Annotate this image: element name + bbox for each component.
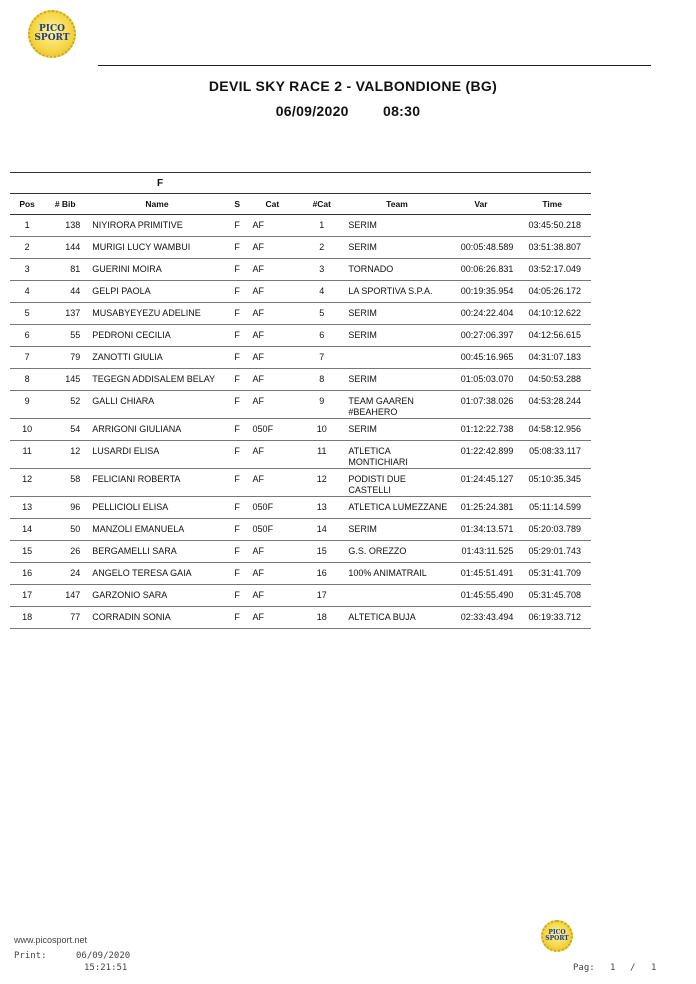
result-row [10,441,591,469]
cell-team: SERIM [345,325,448,347]
cell-cat-rank: 4 [298,281,345,303]
cell-pos: 4 [10,281,44,303]
cell-team: ATLETICA LUMEZZANE [345,497,448,519]
cell-team: ALTETICA BUJA [345,607,448,629]
cell-cat-rank: 14 [298,519,345,541]
category-group-label: F [86,173,228,194]
results-body [10,215,591,629]
picosport-logo-footer [541,920,573,952]
cell-cat: AF [247,585,299,607]
cell-time: 04:12:56.615 [513,325,591,347]
cell-sex: F [228,497,247,519]
cell-cat-rank: 2 [298,237,345,259]
cell-time: 05:08:33.117 [513,441,591,469]
cell-cat-rank: 3 [298,259,345,281]
cell-var: 01:05:03.070 [449,369,514,391]
cell-sex: F [228,325,247,347]
cell-pos: 5 [10,303,44,325]
column-header-row [10,194,591,215]
result-row [10,519,591,541]
cell-bib: 12 [44,441,86,469]
print-time: 15:21:51 [84,963,128,973]
cell-pos: 15 [10,541,44,563]
cell-name: PELLICIOLI ELISA [86,497,228,519]
result-row [10,585,591,607]
cell-cat-rank: 11 [298,441,345,469]
cell-pos: 3 [10,259,44,281]
cell-var: 01:45:55.490 [449,585,514,607]
cell-sex: F [228,259,247,281]
cell-var: 01:12:22.738 [449,419,514,441]
cell-var: 01:25:24.381 [449,497,514,519]
cell-bib: 24 [44,563,86,585]
cell-cat-rank: 16 [298,563,345,585]
cell-sex: F [228,419,247,441]
cell-pos: 10 [10,419,44,441]
cell-time: 05:11:14.599 [513,497,591,519]
cell-team: 100% ANIMATRAIL [345,563,448,585]
cell-bib: 50 [44,519,86,541]
cell-cat: AF [247,259,299,281]
cell-team: SERIM [345,215,448,237]
cell-name: TEGEGN ADDISALEM BELAY [86,369,228,391]
cell-sex: F [228,607,247,629]
cell-cat: 050F [247,519,299,541]
cell-team: TORNADO [345,259,448,281]
result-row [10,563,591,585]
col-header-cat-rank: #Cat [298,194,345,215]
cell-pos: 14 [10,519,44,541]
cell-time: 04:10:12.622 [513,303,591,325]
cell-name: FELICIANI ROBERTA [86,469,228,497]
cell-sex: F [228,585,247,607]
cell-bib: 44 [44,281,86,303]
cell-cat: AF [247,325,299,347]
cell-cat-rank: 18 [298,607,345,629]
cell-var: 01:24:45.127 [449,469,514,497]
cell-pos: 2 [10,237,44,259]
race-title: DEVIL SKY RACE 2 - VALBONDIONE (BG) [208,78,498,94]
cell-cat: 050F [247,419,299,441]
cell-sex: F [228,391,247,419]
cell-var: 01:43:11.525 [449,541,514,563]
cell-time: 04:31:07.183 [513,347,591,369]
cell-cat: AF [247,215,299,237]
cell-team: SERIM [345,419,448,441]
result-row [10,325,591,347]
cell-var: 00:24:22.404 [449,303,514,325]
cell-sex: F [228,281,247,303]
cell-var: 01:07:38.026 [449,391,514,419]
cell-sex: F [228,563,247,585]
cell-sex: F [228,237,247,259]
result-row [10,259,591,281]
cell-team: SERIM [345,369,448,391]
cell-cat: AF [247,281,299,303]
cell-name: PEDRONI CECILIA [86,325,228,347]
cell-var: 00:05:48.589 [449,237,514,259]
result-row [10,469,591,497]
cell-pos: 7 [10,347,44,369]
logo-text-line1: PICO [39,24,65,34]
cell-name: CORRADIN SONIA [86,607,228,629]
result-row [10,607,591,629]
cell-name: GUERINI MOIRA [86,259,228,281]
cell-time: 05:20:03.789 [513,519,591,541]
cell-sex: F [228,541,247,563]
logo-text-line2: SPORT [34,33,70,43]
cell-team: SERIM [345,519,448,541]
race-date: 06/09/2020 [275,103,349,119]
result-row [10,347,591,369]
cell-time: 05:10:35.345 [513,469,591,497]
cell-time: 04:58:12.956 [513,419,591,441]
cell-name: ZANOTTI GIULIA [86,347,228,369]
col-header-name: Name [86,194,228,215]
result-row [10,369,591,391]
cell-var: 00:45:16.965 [449,347,514,369]
cell-cat-rank: 12 [298,469,345,497]
cell-bib: 55 [44,325,86,347]
cell-pos: 9 [10,391,44,419]
cell-cat: 050F [247,497,299,519]
cell-name: GELPI PAOLA [86,281,228,303]
cell-bib: 79 [44,347,86,369]
cell-cat: AF [247,369,299,391]
col-header-pos: Pos [10,194,44,215]
cell-cat: AF [247,303,299,325]
cell-cat: AF [247,541,299,563]
page-current: 1 [610,963,616,973]
cell-cat-rank: 15 [298,541,345,563]
col-header-var: Var [449,194,514,215]
cell-bib: 26 [44,541,86,563]
col-header-cat: Cat [247,194,299,215]
cell-var: 00:19:35.954 [449,281,514,303]
result-row [10,419,591,441]
cell-time: 04:05:26.172 [513,281,591,303]
cell-time: 05:29:01.743 [513,541,591,563]
cell-cat-rank: 13 [298,497,345,519]
cell-name: NIYIRORA PRIMITIVE [86,215,228,237]
cell-cat: AF [247,237,299,259]
print-date: 06/09/2020 [76,951,131,961]
cell-cat: AF [247,347,299,369]
website-link[interactable]: www.picosport.net [14,935,88,945]
cell-name: BERGAMELLI SARA [86,541,228,563]
cell-bib: 52 [44,391,86,419]
cell-bib: 144 [44,237,86,259]
cell-team [345,585,448,607]
cell-cat: AF [247,469,299,497]
cell-var: 01:34:13.571 [449,519,514,541]
cell-pos: 1 [10,215,44,237]
cell-var [449,215,514,237]
cell-bib: 77 [44,607,86,629]
cell-sex: F [228,215,247,237]
cell-cat: AF [247,607,299,629]
cell-var: 01:45:51.491 [449,563,514,585]
cell-pos: 6 [10,325,44,347]
cell-var: 00:06:26.831 [449,259,514,281]
cell-time: 03:45:50.218 [513,215,591,237]
cell-cat-rank: 1 [298,215,345,237]
cell-pos: 16 [10,563,44,585]
picosport-logo [28,10,76,58]
cell-time: 06:19:33.712 [513,607,591,629]
print-label: Print: [14,951,47,961]
cell-name: MUSABYEYEZU ADELINE [86,303,228,325]
logo-footer-line2: SPORT [545,935,569,942]
cell-time: 05:31:45.708 [513,585,591,607]
cell-pos: 12 [10,469,44,497]
cell-pos: 18 [10,607,44,629]
results-table [10,172,591,629]
result-row [10,281,591,303]
header-rule [98,65,651,66]
cell-bib: 137 [44,303,86,325]
cell-bib: 96 [44,497,86,519]
result-row [10,303,591,325]
cell-cat-rank: 10 [298,419,345,441]
cell-name: GALLI CHIARA [86,391,228,419]
cell-team: G.S. OREZZO [345,541,448,563]
col-header-time: Time [513,194,591,215]
cell-cat-rank: 8 [298,369,345,391]
cell-team: SERIM [345,303,448,325]
cell-cat-rank: 9 [298,391,345,419]
cell-bib: 145 [44,369,86,391]
cell-var: 01:22:42.899 [449,441,514,469]
cell-pos: 8 [10,369,44,391]
race-datetime [0,103,696,119]
cell-cat: AF [247,563,299,585]
result-row [10,497,591,519]
cell-cat-rank: 5 [298,303,345,325]
cell-cat: AF [247,391,299,419]
col-header-bib: # Bib [44,194,86,215]
cell-name: ARRIGONI GIULIANA [86,419,228,441]
cell-team: PODISTI DUE CASTELLI [345,469,448,497]
cell-sex: F [228,347,247,369]
cell-sex: F [228,441,247,469]
cell-pos: 11 [10,441,44,469]
cell-team: LA SPORTIVA S.P.A. [345,281,448,303]
race-time: 08:30 [382,103,421,119]
cell-name: MANZOLI EMANUELA [86,519,228,541]
logo-footer-line1: PICO [548,929,566,936]
cell-bib: 81 [44,259,86,281]
result-row [10,215,591,237]
category-group-row [10,173,591,194]
cell-bib: 138 [44,215,86,237]
cell-name: ANGELO TERESA GAIA [86,563,228,585]
page-label: Pag: [573,963,595,973]
cell-cat-rank: 17 [298,585,345,607]
col-header-team: Team [345,194,448,215]
cell-var: 00:27:06.397 [449,325,514,347]
cell-pos: 17 [10,585,44,607]
cell-cat: AF [247,441,299,469]
cell-cat-rank: 7 [298,347,345,369]
cell-team: ATLETICA MONTICHIARI [345,441,448,469]
page-separator: / [630,963,636,973]
cell-cat-rank: 6 [298,325,345,347]
cell-bib: 54 [44,419,86,441]
cell-time: 04:50:53.288 [513,369,591,391]
cell-sex: F [228,303,247,325]
cell-name: MURIGI LUCY WAMBUI [86,237,228,259]
cell-var: 02:33:43.494 [449,607,514,629]
cell-time: 04:53:28.244 [513,391,591,419]
cell-time: 03:51:38.807 [513,237,591,259]
cell-team: TEAM GAAREN #BEAHERO [345,391,448,419]
cell-bib: 58 [44,469,86,497]
result-row [10,541,591,563]
page-total: 1 [651,963,657,973]
cell-team [345,347,448,369]
cell-time: 03:52:17.049 [513,259,591,281]
cell-time: 05:31:41.709 [513,563,591,585]
col-header-sex: S [228,194,247,215]
result-row [10,391,591,419]
cell-name: LUSARDI ELISA [86,441,228,469]
cell-sex: F [228,469,247,497]
cell-name: GARZONIO SARA [86,585,228,607]
cell-sex: F [228,519,247,541]
cell-pos: 13 [10,497,44,519]
cell-bib: 147 [44,585,86,607]
cell-team: SERIM [345,237,448,259]
result-row [10,237,591,259]
cell-sex: F [228,369,247,391]
